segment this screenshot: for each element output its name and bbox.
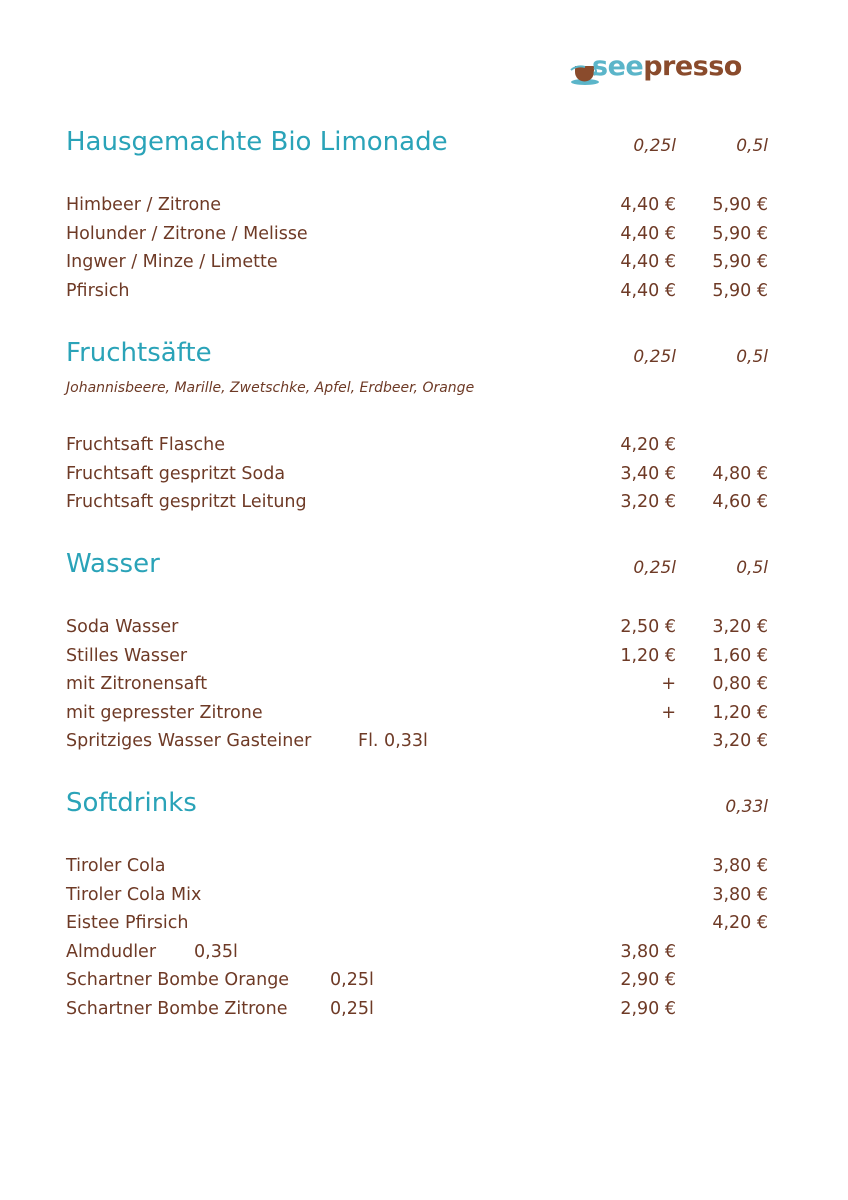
price-large: 5,90 € [712, 195, 768, 215]
price-small: 2,90 € [620, 998, 676, 1019]
item-name: Tiroler Cola [66, 856, 166, 876]
item-name: Soda Wasser [66, 617, 179, 637]
price-large: 4,60 € [712, 492, 768, 513]
menu-item [66, 488, 776, 517]
menu-item [66, 277, 776, 306]
price-small: + [661, 702, 676, 723]
size-header-1: 0,25l [633, 558, 676, 578]
section-title: Softdrinks [66, 788, 197, 818]
size-header-2: 0,5l [736, 136, 768, 156]
size-header-1: 0,25l [633, 136, 676, 156]
item-name: Tiroler Cola Mix [66, 884, 202, 905]
item-name: Almdudler [66, 941, 157, 962]
menu-item [66, 852, 776, 881]
menu-item [66, 460, 776, 489]
price-large: 3,20 € [712, 617, 768, 637]
price-small: 1,20 € [620, 645, 676, 666]
size-header-2: 0,5l [736, 347, 768, 367]
price-small: 3,40 € [620, 463, 676, 484]
menu-item [66, 699, 776, 728]
menu-item [66, 191, 776, 220]
item-name: Fruchtsaft gespritzt Leitung [66, 492, 307, 513]
price-large: 4,20 € [712, 913, 768, 934]
menu-item [66, 727, 776, 756]
menu-item [66, 220, 776, 249]
item-name: Stilles Wasser [66, 645, 188, 666]
price-large: 1,60 € [712, 645, 768, 666]
section-wasser [66, 549, 776, 752]
section-title: Hausgemachte Bio Limonade [66, 127, 448, 157]
price-small: 4,20 € [620, 435, 676, 455]
size-header-1: 0,25l [633, 347, 676, 367]
size-header-2: 0,33l [725, 797, 768, 817]
item-name: Himbeer / Zitrone [66, 195, 222, 215]
menu-item [66, 248, 776, 277]
menu-item [66, 995, 776, 1024]
menu-item [66, 613, 776, 642]
item-name: Ingwer / Minze / Limette [66, 252, 278, 273]
price-large: 4,80 € [712, 463, 768, 484]
price-large: 3,80 € [712, 884, 768, 905]
price-small: 2,90 € [620, 970, 676, 991]
item-name: Eistee Pfirsich [66, 913, 189, 934]
price-small: 3,20 € [620, 492, 676, 513]
price-small: 2,50 € [620, 617, 676, 637]
price-large: 5,90 € [712, 252, 768, 273]
price-large: 5,90 € [712, 280, 768, 301]
menu-item [66, 642, 776, 671]
price-small: + [661, 674, 676, 695]
price-large: 5,90 € [712, 223, 768, 244]
section-title: Fruchtsäfte [66, 338, 212, 368]
menu-item [66, 966, 776, 995]
item-name: Holunder / Zitrone / Melisse [66, 223, 308, 244]
price-small: 4,40 € [620, 195, 676, 215]
price-large: 3,80 € [712, 856, 768, 876]
item-name: Fruchtsaft Flasche [66, 435, 226, 455]
menu-item [66, 938, 776, 967]
section-subtitle: Johannisbeere, Marille, Zwetschke, Apfel, Erdbeer, Orange [66, 380, 475, 396]
price-large: 0,80 € [712, 674, 768, 695]
price-small: 4,40 € [620, 280, 676, 301]
menu-item [66, 881, 776, 910]
menu-item [66, 431, 776, 460]
brand-name-part2: presso [643, 51, 742, 82]
price-small: 3,80 € [620, 941, 676, 962]
item-name: Schartner Bombe Orange [66, 970, 290, 991]
item-name: Fruchtsaft gespritzt Soda [66, 463, 286, 484]
section-title: Wasser [66, 549, 160, 579]
item-name: Schartner Bombe Zitrone [66, 998, 288, 1019]
item-volume-note: 0,25l [330, 970, 374, 991]
item-volume-note: 0,25l [330, 998, 374, 1019]
section-fruchtsaefte [66, 338, 776, 513]
section-limonade [66, 127, 776, 301]
item-name: mit gepresster Zitrone [66, 702, 263, 723]
menu-item [66, 909, 776, 938]
price-large: 1,20 € [712, 702, 768, 723]
section-softdrinks [66, 788, 776, 1019]
brand-logo [570, 50, 760, 90]
item-name: Pfirsich [66, 280, 130, 301]
item-name: Spritziges Wasser Gasteiner [66, 731, 312, 752]
item-volume-note: 0,35l [194, 941, 238, 962]
item-name: mit Zitronensaft [66, 674, 208, 695]
price-small: 4,40 € [620, 223, 676, 244]
size-header-2: 0,5l [736, 558, 768, 578]
price-small: 4,40 € [620, 252, 676, 273]
item-volume-note: Fl. 0,33l [358, 731, 428, 752]
brand-name-part1: see [592, 51, 644, 82]
price-large: 3,20 € [712, 731, 768, 752]
menu-item [66, 670, 776, 699]
